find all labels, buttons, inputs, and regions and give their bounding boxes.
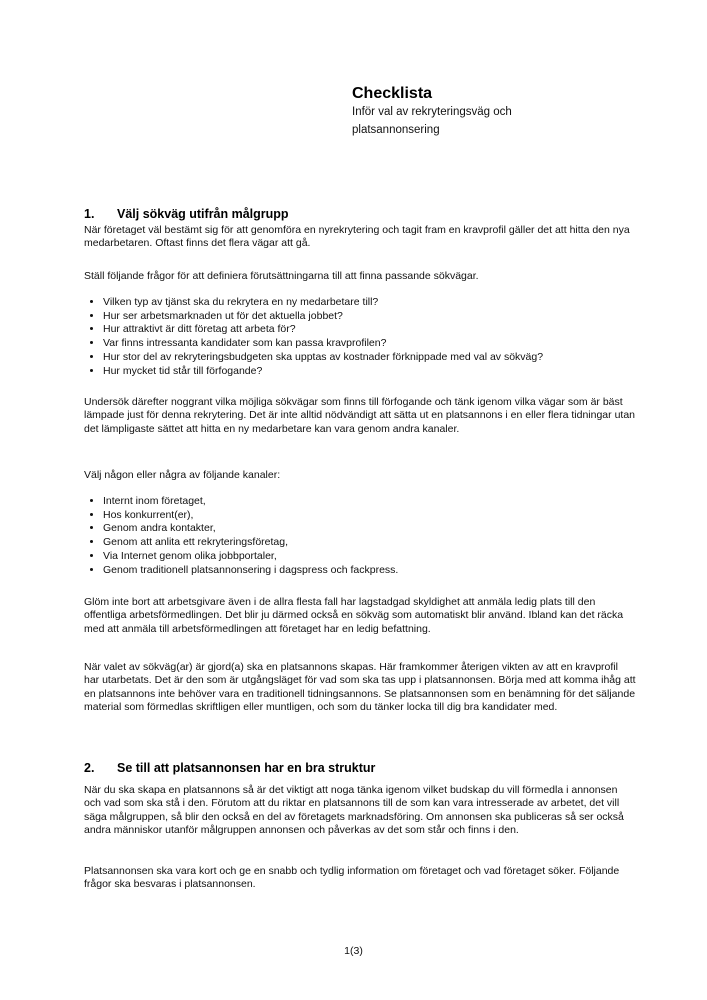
footer-page-number: 1(3): [344, 945, 363, 957]
section-1-channels-lead-paragraph: Välj någon eller några av följande kanaler:: [84, 469, 281, 481]
section-2-heading: [84, 760, 644, 776]
list-item: • Hur stor del av rekryteringsbudgeten ska upptas av kostnader förknippade med val av sökväg?: [103, 351, 636, 365]
section-1-number: 1.: [84, 207, 95, 221]
list-item: • Hos konkurrent(er),: [103, 509, 636, 523]
list-item: • Genom att anlita ett rekryteringsföretag,: [103, 536, 636, 550]
section-1-heading: [84, 206, 644, 222]
section-2-number: 2.: [84, 761, 95, 775]
title-block: [352, 84, 582, 139]
section-1-closing-paragraph: När valet av sökväg(ar) är gjord(a) ska en platsannons skapas. Här framkommer återigen vikten av att en kravprofil har utarbetats. Det är den som är utgångsläget för vad som ska tas upp i platsannonsen. Börja med att komma ihåg att en platsannons inte behöver vara en traditionell tidningsannons. Se platsannonsen som en benämning för det säljande material som förmedlas skriftligen eller muntligen, och som du tänker locka till dig bra kandidater med.: [84, 661, 636, 714]
list-item: • Internt inom företaget,: [103, 495, 636, 509]
document-subtitle: Inför val av rekryteringsväg och platsannonsering: [352, 106, 512, 136]
list-item: • Via Internet genom olika jobbportaler,: [103, 550, 636, 564]
section-1-intro-paragraph: När företaget väl bestämt sig för att genomföra en nyrekrytering och tagit fram en kravprofil gäller det att hitta den nya medarbetaren. Oftast finns det flera vägar att gå.: [84, 224, 630, 250]
section-1-channels-list: [84, 495, 636, 577]
list-item: • Var finns intressanta kandidater som kan passa kravprofilen?: [103, 337, 636, 351]
list-item: • Hur mycket tid står till förfogande?: [103, 365, 636, 379]
list-item: • Hur ser arbetsmarknaden ut för det aktuella jobbet?: [103, 310, 636, 324]
section-1-investigate-paragraph: Undersök därefter noggrant vilka möjliga sökvägar som finns till förfogande och tänk igenom vilka vägar som är bäst lämpade just för denna rekrytering. Det är inte alltid nödvändigt att sätta ut en platsannons i en eller flera tidningar utan det lämpligaste sättet att hitta en ny medarbetare kan vara genom andra kanaler.: [84, 396, 635, 435]
section-1-questions-lead-paragraph: Ställ följande frågor för att definiera förutsättningarna till att finna passande sökvägar.: [84, 270, 479, 282]
section-2-heading-text: Se till att platsannonsen har en bra struktur: [117, 761, 376, 775]
section-1-legal-note-paragraph: Glöm inte bort att arbetsgivare även i de allra flesta fall har lagstadgad skyldighet att anmäla ledig plats till den offentliga arbetsförmedlingen. Det blir ju därmed också en sökväg som automatiskt blir använd. Ibland kan det räcka med att anmäla till arbetsförmedlingen att företaget har en ledig befattning.: [84, 596, 624, 635]
list-item: • Genom traditionell platsannonsering i dagspress och fackpress.: [103, 564, 636, 578]
list-item: • Genom andra kontakter,: [103, 522, 636, 536]
list-item: • Vilken typ av tjänst ska du rekrytera en ny medarbetare till?: [103, 296, 636, 310]
section-1-questions-list: [84, 296, 636, 378]
section-2-intro-paragraph: När du ska skapa en platsannons så är det viktigt att noga tänka igenom vilket budskap du vill förmedla i annonsen och vad som ska stå i den. Förutom att du riktar en platsannons till de som kan vara intresserade av arbetet, det vill säga målgruppen, så blir den också en del av företagets marknadsföring. Om annonsen ska publiceras så ser också andra människor utanför målgruppen annonsen och påverkas av det som står och finns i den.: [84, 784, 624, 837]
section-2-summary-paragraph: Platsannonsen ska vara kort och ge en snabb och tydlig information om företaget och vad företaget söker. Följande frågor ska besvaras i platsannonsen.: [84, 865, 620, 891]
list-item: • Hur attraktivt är ditt företag att arbeta för?: [103, 323, 636, 337]
document-title: Checklista: [352, 85, 433, 102]
section-1-heading-text: Välj sökväg utifrån målgrupp: [117, 207, 289, 221]
